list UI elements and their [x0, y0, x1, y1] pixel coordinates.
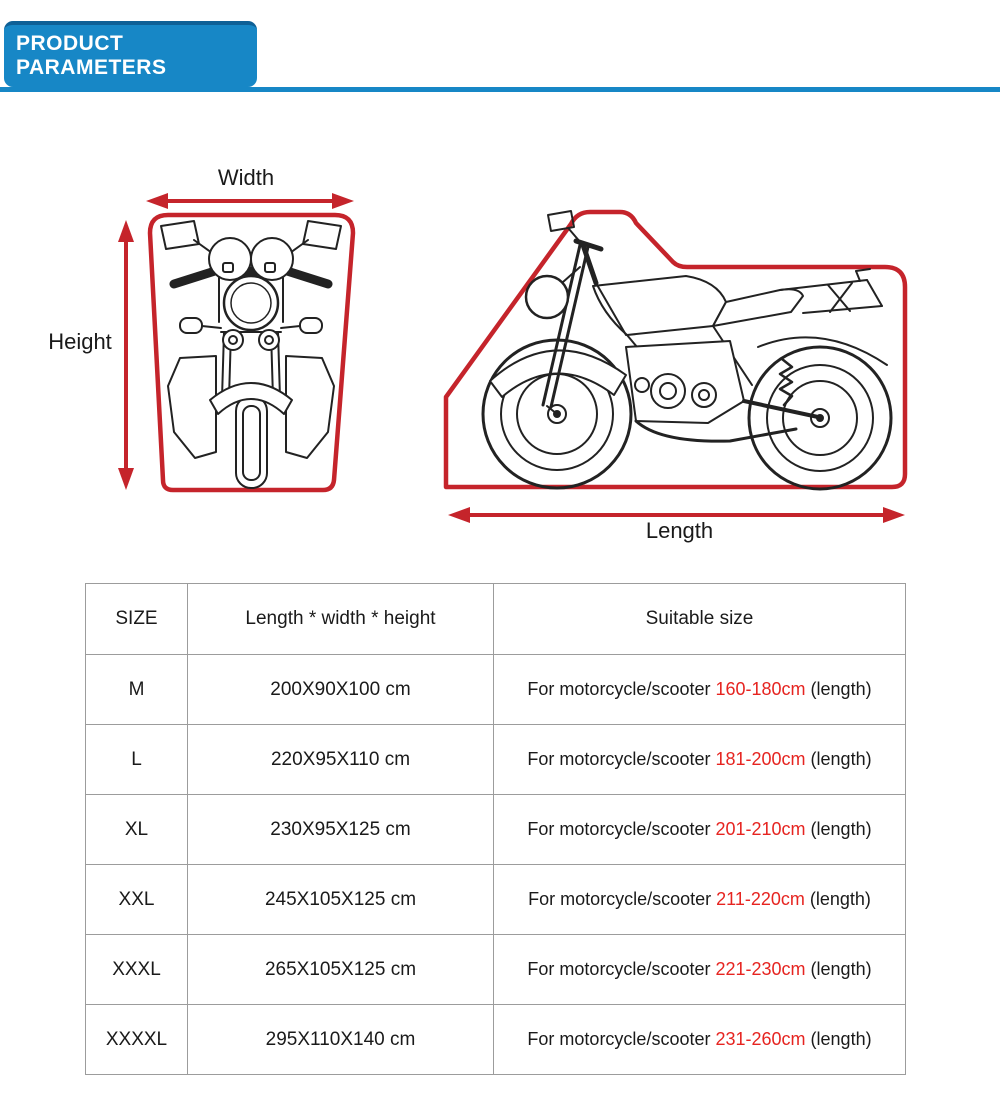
- dimensions-cell: 245X105X125 cm: [188, 865, 494, 935]
- suitable-range: 160-180cm: [715, 679, 806, 699]
- height-arrow: [118, 220, 134, 490]
- suitable-size-cell: [494, 1005, 906, 1075]
- motorcycle-front-line-art: [161, 221, 341, 488]
- suitable-range: 181-200cm: [715, 749, 806, 769]
- suitable-suffix: (length): [810, 679, 872, 699]
- size-table: [85, 583, 906, 1075]
- suitable-prefix: For motorcycle/scooter: [527, 959, 711, 979]
- table-row-xxl: [86, 865, 906, 935]
- suitable-suffix: (length): [810, 959, 872, 979]
- suitable-range: 211-220cm: [716, 889, 805, 909]
- size-cell: XL: [86, 795, 188, 865]
- size-cell: XXXL: [86, 935, 188, 1005]
- length-arrow: [448, 507, 905, 523]
- dimensions-cell: 265X105X125 cm: [188, 935, 494, 1005]
- suitable-prefix: For motorcycle/scooter: [528, 889, 712, 909]
- page-title: PRODUCT PARAMETERS: [16, 32, 167, 79]
- size-cell: XXL: [86, 865, 188, 935]
- table-row-xl: [86, 795, 906, 865]
- width-arrow: [146, 193, 354, 209]
- suitable-size-cell: [494, 865, 906, 935]
- suitable-prefix: For motorcycle/scooter: [527, 1029, 711, 1049]
- dimensions-cell: 220X95X110 cm: [188, 725, 494, 795]
- width-dimension-label: Width: [217, 165, 275, 190]
- suitable-size-cell: [494, 725, 906, 795]
- size-cell: M: [86, 655, 188, 725]
- length-dimension-label: Length: [645, 518, 714, 543]
- dimensions-cell: 200X90X100 cm: [188, 655, 494, 725]
- suitable-suffix: (length): [809, 889, 871, 909]
- height-dimension-label: Height: [48, 329, 112, 354]
- table-row-xxxl: [86, 935, 906, 1005]
- suitable-column-header: Suitable size: [494, 584, 906, 655]
- motorcycle-side-diagram: [430, 185, 920, 550]
- dimensions-column-header: Length * width * height: [188, 584, 494, 655]
- table-row-l: [86, 725, 906, 795]
- suitable-range: 231-260cm: [715, 1029, 806, 1049]
- table-header-row: [86, 584, 906, 655]
- motorcycle-front-diagram: [40, 160, 370, 505]
- dimensions-cell: 295X110X140 cm: [188, 1005, 494, 1075]
- motorcycle-side-line-art: [483, 211, 891, 489]
- suitable-size-cell: [494, 935, 906, 1005]
- suitable-prefix: For motorcycle/scooter: [527, 819, 711, 839]
- header-divider-line: [0, 87, 1000, 92]
- suitable-range: 221-230cm: [715, 959, 806, 979]
- table-row-m: [86, 655, 906, 725]
- suitable-suffix: (length): [810, 749, 872, 769]
- suitable-prefix: For motorcycle/scooter: [527, 749, 711, 769]
- suitable-size-cell: [494, 795, 906, 865]
- suitable-suffix: (length): [810, 1029, 872, 1049]
- size-cell: L: [86, 725, 188, 795]
- suitable-prefix: For motorcycle/scooter: [527, 679, 711, 699]
- dimensions-cell: 230X95X125 cm: [188, 795, 494, 865]
- suitable-range: 201-210cm: [715, 819, 806, 839]
- table-row-xxxxl: [86, 1005, 906, 1075]
- suitable-suffix: (length): [810, 819, 872, 839]
- suitable-size-cell: [494, 655, 906, 725]
- size-column-header: SIZE: [86, 584, 188, 655]
- size-cell: XXXXL: [86, 1005, 188, 1075]
- section-header-tab: [4, 21, 257, 87]
